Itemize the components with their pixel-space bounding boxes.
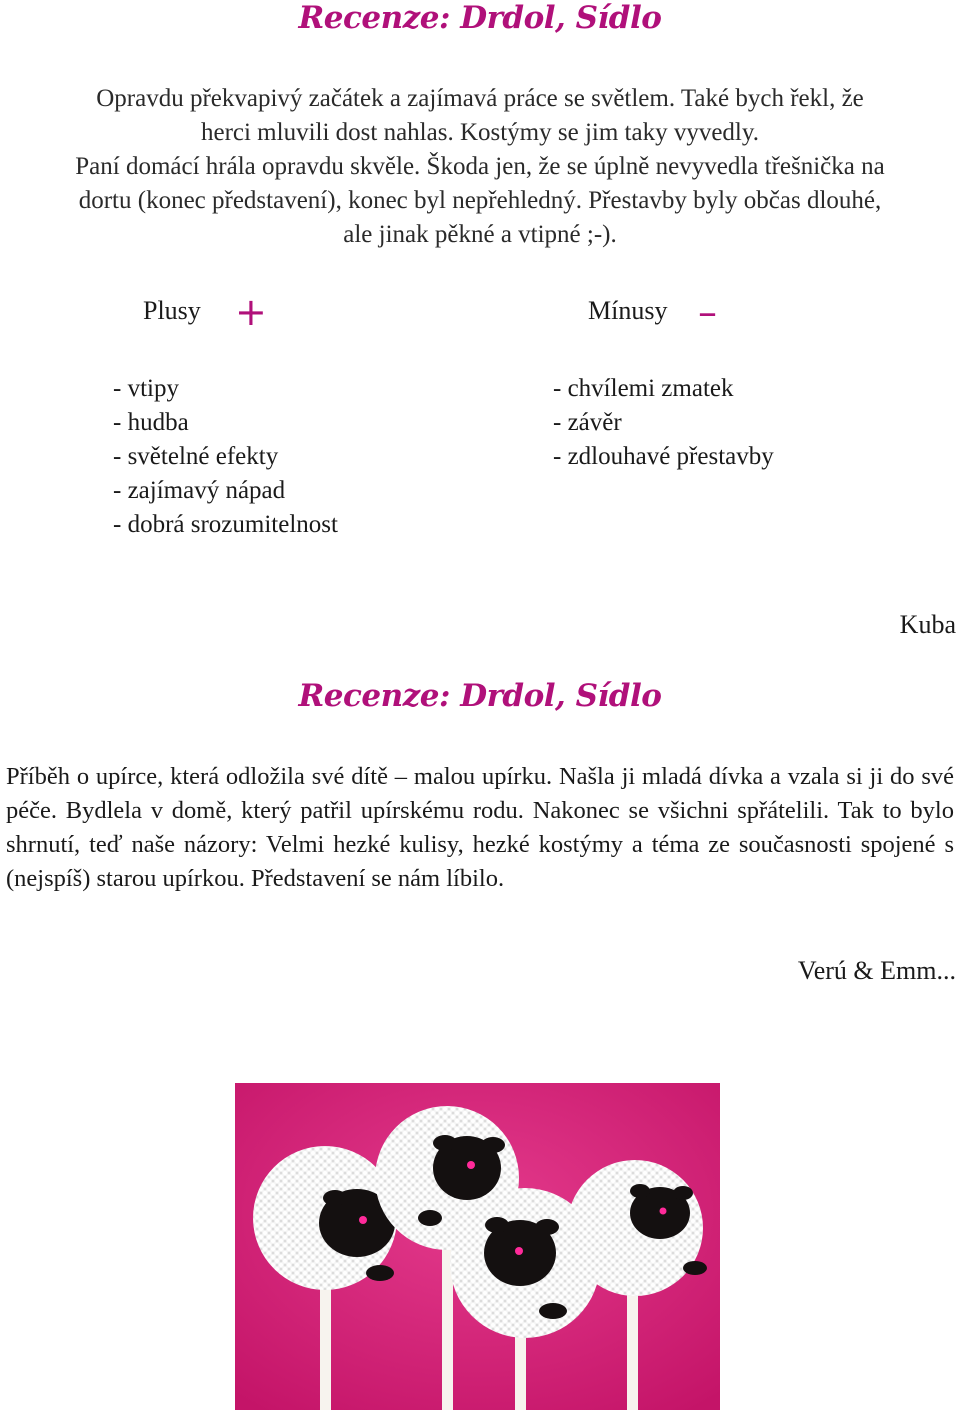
- review1-line: dortu (konec představení), konec byl nepřehledný. Přestavby byly občas dlouhé,: [78, 187, 882, 214]
- list-item: - závěr: [553, 409, 622, 436]
- review1-line: herci mluvili dost nahlas. Kostýmy se jim taky vyvedly.: [200, 119, 760, 146]
- stick: [320, 1283, 331, 1410]
- list-item: - zdlouhavé přestavby: [553, 443, 774, 470]
- list-item: - světelné efekty: [113, 443, 279, 470]
- list-item: - hudba: [113, 409, 189, 436]
- minus-list: [553, 372, 774, 474]
- review1-title: Recenze: Drdol, Sídlo: [298, 0, 662, 36]
- sheep-cake-pops-photo: [235, 1083, 720, 1410]
- review1-line: Paní domácí hrála opravdu skvěle. Škoda jen, že se úplně nevyvedla třešnička na: [75, 153, 885, 180]
- plus-sign-icon: +: [235, 290, 267, 334]
- review2-title: Recenze: Drdol, Sídlo: [298, 678, 662, 714]
- review1-line: ale jinak pěkné a vtipné ;-).: [343, 221, 617, 248]
- review1-body: [0, 82, 960, 252]
- plus-list: [113, 372, 338, 542]
- minus-sign-icon: –: [698, 290, 717, 334]
- plus-heading: Plusy: [143, 296, 201, 325]
- sheep-cake-pop: [253, 1146, 397, 1290]
- review1-author: Kuba: [899, 610, 956, 639]
- list-item: - zajímavý nápad: [113, 477, 286, 504]
- review2-author: Verú & Emm...: [797, 956, 956, 985]
- list-item: - dobrá srozumitelnost: [113, 511, 338, 538]
- review2-body: Příběh o upírce, která odložila své dítě – malou upírku. Našla ji mladá dívka a vzala si ji do své péče. Bydlela v domě, který patřil upírskému rodu. Nakonec se všichni spřátelili. Tak to bylo shrnutí, teď naše názory: Velmi hezké kulisy, hezké kostýmy a téma ze současnosti spojené s (nejspíš) starou upírkou. Představení se nám líbilo.: [6, 763, 954, 892]
- list-item: - chvílemi zmatek: [553, 375, 734, 402]
- list-item: - vtipy: [113, 375, 179, 402]
- minus-heading: Mínusy: [588, 296, 668, 325]
- review1-line: Opravdu překvapivý začátek a zajímavá práce se světlem. Také bych řekl, že: [96, 85, 864, 112]
